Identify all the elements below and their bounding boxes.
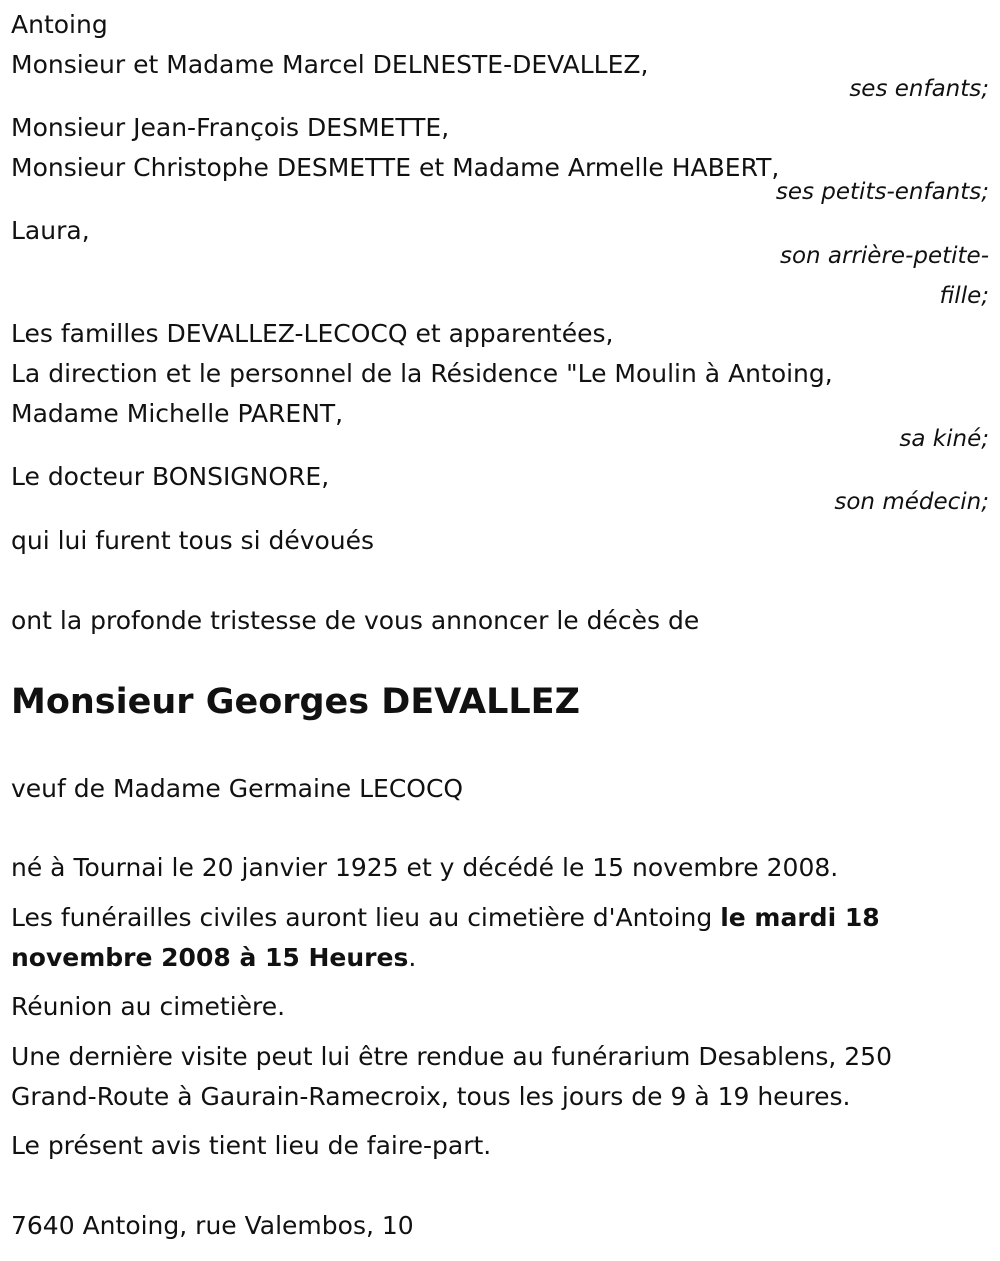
funeral-paragraph: [11, 898, 971, 978]
family-role: fille;: [939, 283, 989, 309]
reunion-text: Réunion au cimetière.: [11, 992, 286, 1021]
family-line: Les familles DEVALLEZ-LECOCQ et apparentées,: [11, 319, 614, 348]
birth-death-text: né à Tournai le 20 janvier 1925 et y décédé le 15 novembre 2008.: [11, 853, 839, 882]
family-line: La direction et le personnel de la Résidence "Le Moulin à Antoing,: [11, 359, 833, 388]
family-line: Madame Michelle PARENT,: [11, 399, 344, 428]
family-role: sa kiné;: [899, 426, 989, 452]
family-line: Monsieur Christophe DESMETTE et Madame Armelle HABERT,: [11, 153, 780, 182]
address-text: 7640 Antoing, rue Valembos, 10: [11, 1211, 414, 1240]
family-role: son arrière-petite-: [779, 243, 989, 269]
family-line: Laura,: [11, 216, 90, 245]
announcement-text: ont la profonde tristesse de vous annoncer le décès de: [11, 606, 700, 635]
family-line: Monsieur et Madame Marcel DELNESTE-DEVALLEZ,: [11, 50, 649, 79]
place-heading: Antoing: [11, 10, 108, 39]
faire-part-text: Le présent avis tient lieu de faire-part.: [11, 1131, 492, 1160]
deceased-name: Monsieur Georges DEVALLEZ: [11, 682, 580, 722]
widower-text: veuf de Madame Germaine LECOCQ: [11, 774, 464, 803]
family-role: ses enfants;: [849, 76, 989, 102]
family-line: qui lui furent tous si dévoués: [11, 526, 375, 555]
family-line: Monsieur Jean-François DESMETTE,: [11, 113, 450, 142]
visit-paragraph: Une dernière visite peut lui être rendue au funérarium Desablens, 250 Grand-Route à Gaurain-Ramecroix, tous les jours de 9 à 19 heures.: [11, 1042, 892, 1111]
funeral-date: le mardi 18 novembre 2008 à 15 Heures: [11, 903, 880, 972]
funeral-suffix: .: [408, 943, 417, 972]
family-role: ses petits-enfants;: [775, 179, 989, 205]
family-role: son médecin;: [834, 489, 989, 515]
family-line: Le docteur BONSIGNORE,: [11, 462, 330, 491]
funeral-text: Les funérailles civiles auront lieu au cimetière d'Antoing: [11, 903, 721, 932]
